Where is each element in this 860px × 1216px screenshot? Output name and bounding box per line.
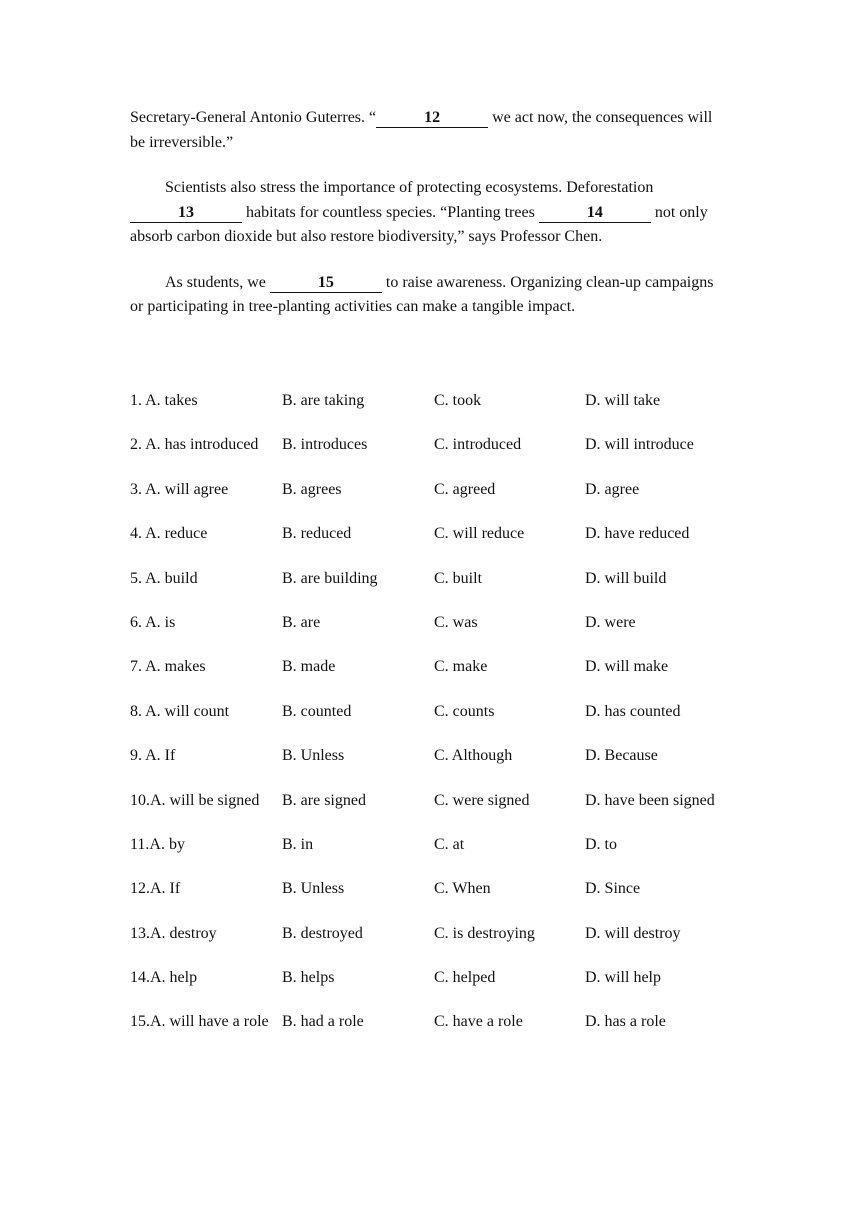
paragraph-3 — [130, 271, 730, 320]
option-d: D. has a role — [585, 1013, 666, 1031]
blank-13: 13 — [130, 204, 242, 223]
option-c: C. Although — [434, 747, 513, 765]
option-a: 7. A. makes — [130, 658, 206, 676]
blank-12: 12 — [376, 109, 488, 128]
option-d: D. will take — [585, 392, 661, 409]
option-d: D. have reduced — [585, 525, 690, 543]
option-c: C. helped — [434, 969, 496, 987]
question-row — [130, 966, 740, 1010]
option-c: C. built — [434, 569, 483, 587]
option-c: C. will reduce — [434, 525, 525, 543]
option-c: C. was — [434, 613, 478, 631]
option-c: C. were signed — [434, 791, 530, 809]
option-b: B. destroyed — [282, 924, 363, 942]
paragraph-2-mid: habitats for countless species. “Planting trees — [242, 203, 539, 221]
question-row — [130, 567, 740, 611]
option-d: D. Because — [585, 747, 658, 765]
option-b: B. introduces — [282, 436, 368, 454]
option-c: C. introduced — [434, 436, 522, 454]
question-row — [130, 611, 740, 655]
option-c: C. took — [434, 392, 482, 409]
paragraph-3-start: As students, we — [165, 273, 270, 291]
option-b: B. reduced — [282, 525, 352, 543]
option-c: C. When — [434, 880, 491, 898]
option-b: B. counted — [282, 702, 352, 720]
paragraph-1-start: Secretary-General Antonio Guterres. “ — [130, 109, 377, 126]
option-a: 1. A. takes — [130, 392, 198, 409]
option-b: B. are building — [282, 569, 378, 587]
passage — [130, 106, 730, 320]
question-row — [130, 478, 740, 522]
option-a: 10.A. will be signed — [130, 791, 260, 809]
question-row — [130, 789, 740, 833]
option-d: D. agree — [585, 480, 640, 498]
question-row — [130, 833, 740, 877]
answer-options — [130, 389, 740, 1055]
option-d: D. will help — [585, 969, 661, 987]
option-b: B. are signed — [282, 791, 366, 809]
option-b: B. are taking — [282, 392, 365, 409]
blank-15: 15 — [270, 274, 382, 293]
option-b: B. are — [282, 613, 321, 631]
option-a: 14.A. help — [130, 969, 198, 987]
option-b: B. had a role — [282, 1013, 364, 1031]
option-c: C. agreed — [434, 480, 496, 498]
option-a: 2. A. has introduced — [130, 436, 259, 454]
option-d: D. has counted — [585, 702, 681, 720]
question-row — [130, 744, 740, 788]
paragraph-2-end: not only absorb carbon dioxide but also restore biodiversity,” says Professor Chen. — [130, 203, 708, 245]
paragraph-2-start: Scientists also stress the importance of protecting ecosystems. Deforestation — [165, 179, 654, 196]
question-row — [130, 522, 740, 566]
option-a: 9. A. If — [130, 747, 176, 765]
question-row — [130, 655, 740, 699]
option-a: 13.A. destroy — [130, 924, 217, 942]
question-row — [130, 1010, 740, 1054]
option-c: C. is destroying — [434, 924, 535, 942]
option-a: 11.A. by — [130, 835, 185, 853]
paragraph-3-end: to raise awareness. Organizing clean-up campaigns or participating in tree-planting activities can make a tangible impact. — [130, 273, 714, 315]
option-a: 12.A. If — [130, 880, 181, 898]
option-a: 6. A. is — [130, 613, 176, 631]
option-c: C. make — [434, 658, 488, 676]
paragraph-1-end: we act now, the consequences will be irreversible.” — [130, 109, 713, 151]
question-row — [130, 877, 740, 921]
option-b: B. Unless — [282, 880, 345, 898]
blank-14: 14 — [539, 204, 651, 223]
question-row — [130, 922, 740, 966]
option-d: D. will destroy — [585, 924, 681, 942]
option-d: D. were — [585, 613, 636, 631]
question-row — [130, 389, 740, 433]
question-row — [130, 700, 740, 744]
option-c: C. have a role — [434, 1013, 523, 1031]
option-d: D. to — [585, 835, 617, 853]
option-a: 5. A. build — [130, 569, 198, 587]
paragraph-1 — [130, 106, 730, 155]
option-a: 8. A. will count — [130, 702, 230, 720]
option-c: C. at — [434, 835, 465, 853]
option-a: 4. A. reduce — [130, 525, 208, 543]
option-b: B. Unless — [282, 747, 345, 765]
paragraph-2 — [130, 176, 730, 250]
option-c: C. counts — [434, 702, 495, 720]
option-b: B. made — [282, 658, 336, 676]
option-a: 15.A. will have a role — [130, 1013, 269, 1031]
option-b: B. helps — [282, 969, 335, 987]
option-d: D. will build — [585, 569, 667, 587]
option-a: 3. A. will agree — [130, 480, 229, 498]
question-row — [130, 433, 740, 477]
option-d: D. Since — [585, 880, 641, 898]
option-b: B. agrees — [282, 480, 342, 498]
option-d: D. have been signed — [585, 791, 715, 809]
option-d: D. will introduce — [585, 436, 694, 454]
option-b: B. in — [282, 835, 314, 853]
option-d: D. will make — [585, 658, 669, 676]
